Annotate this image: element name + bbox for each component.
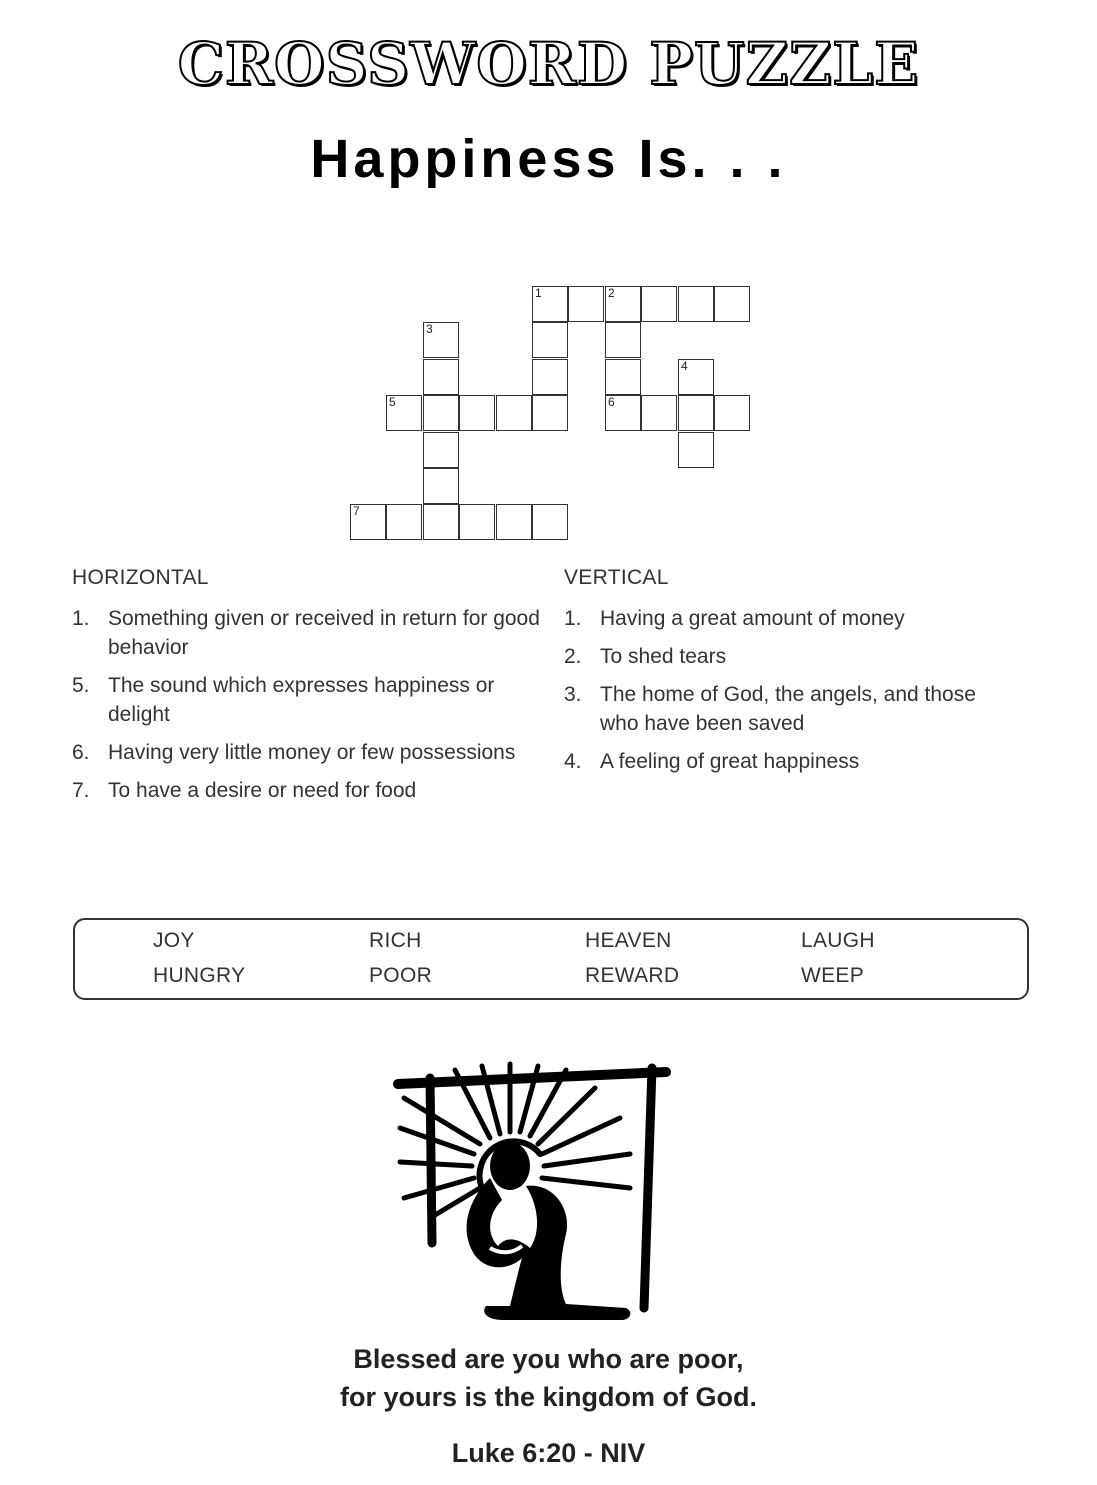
word-bank-item: JOY: [153, 929, 195, 952]
page-title: CROSSWORD PUZZLE: [177, 30, 920, 98]
cell-number: 5: [389, 395, 396, 409]
vertical-clues: [564, 566, 1004, 785]
word-bank-item: POOR: [369, 964, 433, 987]
crossword-cell[interactable]: [423, 468, 459, 504]
crossword-cell[interactable]: [714, 395, 750, 431]
clue-item: 7. To have a desire or need for food: [72, 779, 417, 802]
crossword-cell[interactable]: [532, 359, 568, 395]
word-bank-item: HEAVEN: [585, 929, 672, 952]
crossword-cell[interactable]: [605, 395, 641, 431]
clue-item: 2. To shed tears: [564, 645, 727, 668]
crossword-cell[interactable]: [641, 286, 677, 322]
crossword-cell[interactable]: [459, 504, 495, 540]
clue-item: 5. The sound which expresses happiness or delight: [72, 674, 495, 726]
praying-kneeling-figure-icon: [390, 1058, 680, 1338]
crossword-cell[interactable]: [678, 395, 714, 431]
crossword-cell[interactable]: [678, 359, 714, 395]
crossword-cell[interactable]: [459, 395, 495, 431]
clue-item: 1. Having a great amount of money: [564, 607, 905, 630]
crossword-grid: [0, 0, 1097, 560]
cell-number: 7: [353, 504, 360, 518]
word-bank-item: WEEP: [801, 964, 865, 987]
crossword-cell[interactable]: [641, 395, 677, 431]
crossword-cell[interactable]: [386, 504, 422, 540]
crossword-cell[interactable]: [532, 286, 568, 322]
clue-item: 3. The home of God, the angels, and those who have been saved: [564, 683, 976, 735]
word-bank-item: RICH: [369, 929, 422, 952]
verse-line-1: Blessed are you who are poor,: [353, 1344, 744, 1374]
crossword-cell[interactable]: [496, 395, 532, 431]
crossword-cell[interactable]: [678, 286, 714, 322]
crossword-cell[interactable]: [532, 504, 568, 540]
word-bank-item: LAUGH: [801, 929, 875, 952]
cell-number: 3: [426, 322, 433, 336]
crossword-cell[interactable]: [605, 359, 641, 395]
verse-reference: Luke 6:20 - NIV: [451, 1438, 646, 1468]
crossword-cell[interactable]: [423, 322, 459, 358]
crossword-cell[interactable]: [714, 286, 750, 322]
horizontal-heading: HORIZONTAL: [72, 566, 209, 589]
crossword-cell[interactable]: [532, 322, 568, 358]
clue-item: 1. Something given or received in return for good behavior: [72, 607, 540, 659]
clue-item: 4. A feeling of great happiness: [564, 750, 860, 773]
horizontal-clues: [72, 566, 542, 814]
crossword-cell[interactable]: [568, 286, 604, 322]
crossword-cell[interactable]: [605, 286, 641, 322]
crossword-cell[interactable]: [423, 504, 459, 540]
crossword-cell[interactable]: [496, 504, 532, 540]
crossword-cell[interactable]: [423, 359, 459, 395]
crossword-cell[interactable]: [386, 395, 422, 431]
cell-number: 6: [608, 395, 615, 409]
vertical-heading: VERTICAL: [564, 566, 669, 589]
cell-number: 4: [681, 359, 688, 373]
cell-number: 1: [535, 286, 542, 300]
verse-line-2: for yours is the kingdom of God.: [339, 1382, 757, 1412]
crossword-cell[interactable]: [678, 432, 714, 468]
clue-item: 6. Having very little money or few possessions: [72, 741, 516, 764]
crossword-cell[interactable]: [423, 395, 459, 431]
puzzle-subtitle: Happiness Is. . .: [310, 129, 787, 189]
word-bank-item: REWARD: [585, 964, 680, 987]
word-bank: [73, 918, 1029, 1000]
cell-number: 2: [608, 286, 615, 300]
crossword-cell[interactable]: [423, 432, 459, 468]
crossword-cell[interactable]: [350, 504, 386, 540]
crossword-cell[interactable]: [532, 395, 568, 431]
crossword-cell[interactable]: [605, 322, 641, 358]
word-bank-item: HUNGRY: [153, 964, 246, 987]
